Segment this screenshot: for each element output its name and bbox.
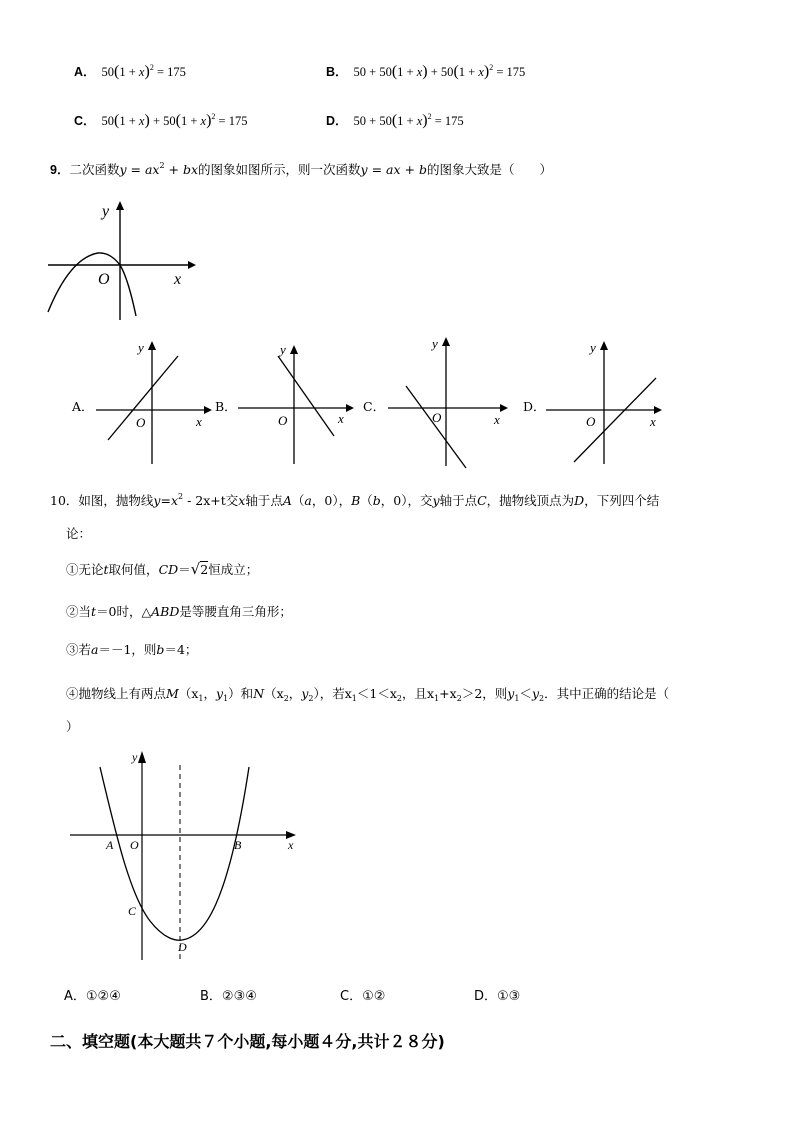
var: a: [91, 642, 99, 657]
q9-expr1: y = ax: [119, 162, 160, 177]
y-axis-arrow: [442, 337, 450, 346]
answer-value: ②③④: [221, 989, 257, 1004]
q10-expr-sup: 2: [178, 492, 184, 501]
q8-option-c: C． $50(1 + x) + 50(1 + x)^2 = 175$: [74, 112, 248, 129]
q9-choice-b-graph: [236, 338, 356, 468]
var: y: [216, 686, 224, 701]
text: （: [264, 686, 277, 701]
text: ）: [66, 719, 79, 734]
q9-parabola-graph: [40, 198, 200, 326]
origin-label: O: [586, 414, 596, 429]
subscript: 1: [514, 694, 520, 703]
q10-answer-b: [200, 985, 257, 1004]
sqrt-sign: √: [190, 560, 201, 578]
text: ＜: [519, 686, 532, 701]
var: x: [344, 686, 352, 701]
var: t: [91, 604, 97, 619]
text: ），若: [313, 686, 345, 701]
q10-var: A: [282, 493, 292, 508]
q8-option-d: D． $50 + 50(1 + x)^2 = 175$: [326, 112, 464, 129]
text: ①无论: [66, 562, 104, 577]
answer-value: ①②: [362, 989, 386, 1004]
x-label: x: [174, 271, 182, 288]
answer-label: D．: [474, 989, 498, 1004]
q10-text: ，0），: [311, 493, 352, 508]
var: x: [427, 686, 435, 701]
var: t: [103, 562, 109, 577]
y-axis-arrow: [116, 201, 124, 210]
line-graph: [406, 386, 466, 468]
answer-label: B．: [200, 989, 222, 1004]
var: x: [191, 686, 199, 701]
text: ②当: [66, 604, 92, 619]
parabola-curve: [100, 767, 249, 940]
subscript: 2: [283, 694, 289, 703]
x-label: x: [338, 411, 344, 426]
q10-var: y: [432, 493, 440, 508]
origin-label: O: [130, 838, 139, 852]
q10-conclusion-4: [66, 680, 746, 741]
q9-stem: [50, 160, 552, 178]
q8-option-a: A． $50(1 + x)^2 = 175$: [74, 63, 186, 80]
y-axis-arrow: [600, 341, 608, 350]
q10-number: 10．: [50, 493, 79, 508]
subscript: 1: [351, 694, 357, 703]
var: ABD: [151, 604, 180, 619]
x-label: x: [650, 414, 656, 429]
q10-text: （: [360, 493, 373, 508]
option-label: D．: [326, 114, 348, 128]
q10-text: ，下列四个结: [584, 493, 660, 508]
answer-label: C．: [340, 989, 363, 1004]
text: （: [178, 686, 192, 701]
y-label: y: [590, 340, 596, 355]
text: ，: [288, 686, 302, 701]
y-label: y: [280, 342, 286, 357]
q9-choice-a-graph: [92, 338, 212, 468]
q10-var: C: [477, 493, 487, 508]
subscript: 2: [456, 694, 462, 703]
q9-expr2: y = ax + b: [360, 162, 427, 177]
var: y: [301, 686, 309, 701]
q10-answer-c: [340, 985, 385, 1004]
y-label: y: [138, 340, 144, 355]
text: ）和: [228, 686, 254, 701]
q9-choice-d-label: D．: [523, 399, 546, 414]
y-axis-arrow: [148, 341, 156, 350]
q8-option-b: B． $50 + 50(1 + x) + 50(1 + x)^2 = 175$: [326, 63, 526, 80]
q10-expr-tail: - 2x+t: [183, 493, 226, 508]
q10-text: ，0），交: [380, 493, 433, 508]
var: x: [449, 686, 457, 701]
x-axis-arrow: [188, 261, 196, 269]
q10-answer-a: [64, 985, 121, 1004]
text: 是等腰直角三角形；: [179, 604, 292, 619]
q9-expr1-sup: 2: [159, 161, 165, 170]
text: ．其中正确的结论是（: [544, 686, 670, 701]
q9-expr1-tail: + bx: [164, 162, 199, 177]
subscript: 2: [308, 694, 314, 703]
q10-stem-line1: [50, 491, 659, 509]
q10-text: 如图，抛物线: [78, 493, 154, 508]
var: x: [276, 686, 284, 701]
text: ＝: [178, 562, 191, 577]
option-label: C．: [74, 114, 96, 128]
q10-stem-line2: 论：: [66, 526, 92, 541]
origin-label: O: [432, 410, 442, 425]
y-axis-arrow: [138, 751, 146, 763]
subscript: 2: [539, 694, 545, 703]
q10-text: ，抛物线顶点为: [486, 493, 575, 508]
x-axis-arrow: [500, 404, 508, 412]
option-label: A．: [74, 65, 96, 79]
y-label: y: [102, 203, 110, 220]
q9-number: 9．: [50, 163, 70, 177]
q10-parabola-graph: [64, 745, 304, 967]
x-axis-arrow: [346, 404, 354, 412]
q10-var: D: [574, 493, 585, 508]
var: x: [389, 686, 397, 701]
q10-text: 轴于点: [245, 493, 283, 508]
q9-text-b: 的图象如图所示，则一次函数: [198, 162, 361, 177]
point-d-label: D: [178, 940, 187, 954]
q10-var: x: [238, 493, 246, 508]
var: N: [253, 686, 265, 701]
parabola-curve: [48, 253, 136, 316]
q10-var: a: [304, 493, 312, 508]
q10-var: b: [372, 493, 381, 508]
answer-value: ①②④: [85, 989, 121, 1004]
x-axis-arrow: [654, 406, 662, 414]
q10-conclusion-3: [66, 640, 197, 658]
answer-label: A．: [64, 989, 86, 1004]
var: y: [507, 686, 515, 701]
text: 恒成立；: [208, 562, 259, 577]
point-c-label: C: [128, 904, 137, 918]
var: b: [156, 642, 165, 657]
q10-conclusion-2: [66, 602, 292, 620]
x-label: x: [196, 414, 202, 429]
y-axis-arrow: [290, 345, 298, 354]
q10-answer-d: [474, 985, 520, 1004]
q9-choice-a-label: A．: [72, 399, 94, 414]
text: ③若: [66, 642, 92, 657]
var: CD: [158, 562, 179, 577]
origin-label: O: [98, 271, 110, 288]
x-axis-arrow: [204, 406, 212, 414]
point-a-label: A: [106, 838, 114, 852]
subscript: 2: [396, 694, 402, 703]
subscript: 1: [223, 694, 229, 703]
var: y: [531, 686, 539, 701]
q10-conclusion-1: [66, 560, 258, 578]
x-label: x: [494, 412, 500, 427]
q10-text: （: [291, 493, 305, 508]
origin-label: O: [278, 413, 288, 428]
text: ＜1＜: [356, 686, 390, 701]
text: ＞2，则: [461, 686, 508, 701]
text: ，且: [402, 686, 428, 701]
x-label: x: [288, 838, 294, 852]
q9-text-c: 的图象大致是（ ）: [426, 162, 552, 177]
text: +: [439, 686, 450, 701]
q9-text-a: 二次函数: [69, 162, 120, 177]
q10-expr: y=x: [153, 493, 179, 508]
origin-label: O: [136, 415, 146, 430]
y-label: y: [132, 750, 138, 764]
y-label: y: [432, 336, 438, 351]
subscript: 1: [434, 694, 440, 703]
q9-choice-d-graph: [544, 338, 670, 468]
sqrt-radicand: 2: [200, 562, 209, 577]
q9-choice-c-graph: [384, 334, 514, 470]
q9-choice-c-label: C．: [363, 399, 386, 414]
text: 取何值，: [108, 562, 159, 577]
point-b-label: B: [234, 838, 242, 852]
q9-choice-b-label: B．: [215, 399, 237, 414]
answer-value: ①③: [497, 989, 521, 1004]
option-label: B．: [326, 65, 348, 79]
text: ④抛物线上有两点: [66, 686, 167, 701]
text: ＝4；: [164, 642, 198, 657]
text: ＝0时，△: [96, 604, 152, 619]
q10-text: 交: [225, 493, 239, 508]
q10-var: B: [351, 493, 361, 508]
text: ＝－1，则: [98, 642, 157, 657]
q10-text: 轴于点: [439, 493, 478, 508]
subscript: 1: [198, 694, 204, 703]
text: ，: [203, 686, 217, 701]
section-heading: 二、填空题(本大题共７个小题,每小题４分,共计２８分): [50, 1032, 445, 1051]
var: M: [166, 686, 179, 701]
